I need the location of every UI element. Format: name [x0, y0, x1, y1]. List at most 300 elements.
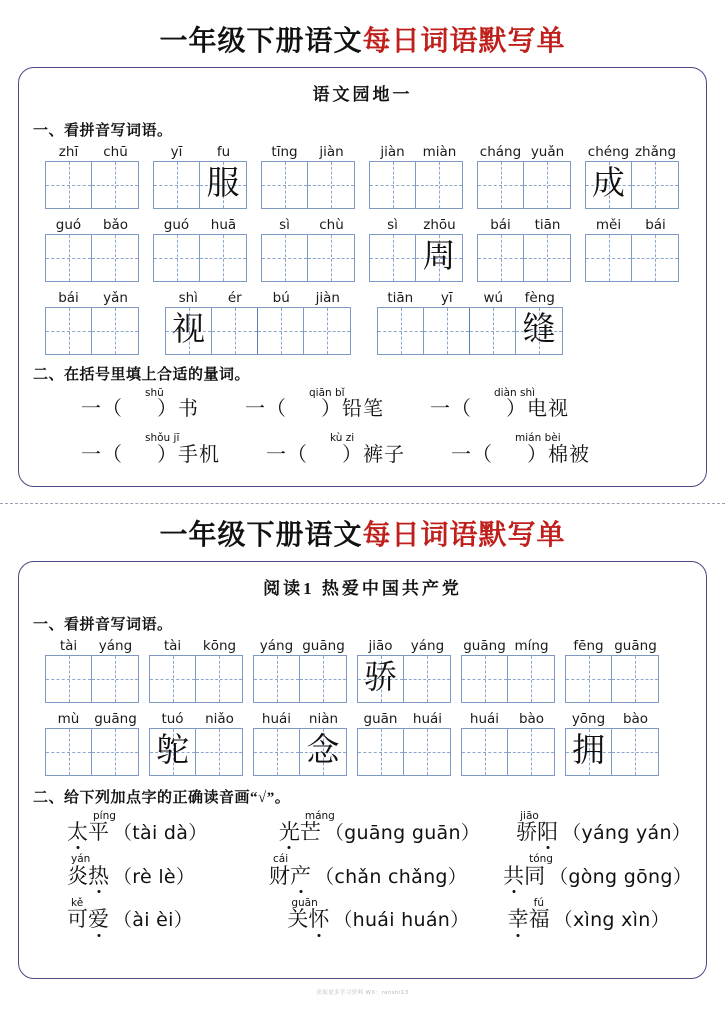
plain-character: 平 [88, 820, 109, 845]
character-cell-empty[interactable] [424, 308, 470, 354]
pronunciation-choice-word [279, 821, 480, 844]
character-cell-empty[interactable] [308, 235, 354, 281]
pinyin-line [253, 638, 347, 655]
dotted-character: 太 [67, 820, 88, 845]
character-grid [461, 655, 555, 703]
measure-word-pinyin: diàn shì [494, 386, 536, 399]
pinyin-syllable: yī [440, 289, 453, 306]
plain-character: 炎 [67, 863, 88, 888]
pinyin-syllable: yáng [98, 638, 133, 654]
word-group [153, 144, 247, 209]
dotted-character: 怀 [308, 907, 330, 932]
pinyin-line [565, 711, 659, 728]
measure-word-area [33, 388, 692, 467]
sheet-title-black-1: 一年级下册语文 [159, 26, 363, 57]
pinyin-syllable: tuó [161, 710, 184, 727]
measure-word-noun: 电视 [527, 398, 569, 421]
pinyin-syllable: miàn [422, 144, 457, 160]
character-cell-empty[interactable] [254, 656, 300, 702]
character-cell-filled[interactable] [358, 656, 404, 702]
word-group [149, 711, 243, 776]
pronunciation-choice-item[interactable] [279, 811, 480, 845]
pinyin-syllable: fēng [573, 638, 604, 654]
measure-word-prefix: 一（ [430, 398, 472, 421]
pinyin-line [477, 217, 571, 234]
measure-word-noun: 铅笔 [342, 398, 384, 421]
character-cell-empty[interactable] [586, 235, 632, 281]
measure-word-text [266, 444, 405, 467]
worksheet-page-1 [0, 0, 725, 487]
pinyin-line [261, 144, 355, 161]
pronunciation-choice-item[interactable] [67, 898, 251, 932]
character-grid [357, 655, 451, 703]
character-cell-empty[interactable] [92, 162, 138, 208]
character-grid [585, 234, 679, 282]
measure-word-prefix: 一（ [451, 443, 493, 466]
measure-word-item[interactable] [430, 388, 569, 422]
measure-word-pinyin: mián bèi [515, 432, 561, 445]
pinyin-syllable: mù [57, 710, 80, 727]
character-grid [477, 234, 571, 282]
pronunciation-choice-item[interactable] [287, 898, 471, 932]
pinyin-line [45, 638, 139, 655]
pronunciation-options[interactable]: （guāng guān） [324, 822, 481, 845]
pinyin-syllable: měi [595, 216, 622, 233]
character-cell-empty[interactable] [46, 656, 92, 702]
character-cell-empty[interactable] [462, 729, 508, 775]
pinyin-line [153, 217, 247, 234]
character-cell-empty[interactable] [416, 162, 462, 208]
annotation-pinyin: fú [533, 896, 545, 909]
word-group [149, 638, 243, 703]
word-group [261, 217, 355, 282]
character-grid [261, 234, 355, 282]
pinyin-grid-row [33, 144, 692, 209]
pronunciation-options[interactable]: （gòng gōng） [549, 865, 692, 888]
word-group [153, 217, 247, 282]
character-grid [585, 161, 679, 209]
annotation-pinyin: tóng [529, 853, 553, 866]
character-cell-empty[interactable] [258, 308, 304, 354]
character-grid [153, 161, 247, 209]
question-1-label-page2: 一、看拼音写词语。 [33, 617, 173, 633]
pinyin-line [45, 217, 139, 234]
character-grid [261, 161, 355, 209]
pinyin-syllable: bái [58, 289, 79, 306]
pinyin-syllable: yī [170, 144, 183, 160]
word-group [45, 144, 139, 209]
character-cell-empty[interactable] [478, 162, 524, 208]
pinyin-syllable: niàn [308, 710, 339, 727]
character-cell-empty[interactable] [378, 308, 424, 354]
measure-word-pinyin: kù zi [330, 432, 355, 445]
measure-word-suffix: ） [342, 443, 363, 466]
pronunciation-choice-item[interactable] [503, 854, 692, 888]
pinyin-syllable: niǎo [205, 710, 234, 727]
pinyin-syllable: jiāo [368, 638, 393, 654]
card-title-2: 阅读1 热爱中国共产党 [263, 579, 462, 598]
pinyin-syllable: bú [272, 289, 290, 306]
word-group [461, 711, 555, 776]
printed-character: 骄 [364, 660, 397, 697]
word-group [45, 290, 139, 355]
character-cell-empty[interactable] [254, 729, 300, 775]
pinyin-syllable: chù [319, 216, 344, 233]
pinyin-syllable: tiān [534, 216, 561, 233]
character-grid [369, 234, 463, 282]
character-grid [357, 728, 451, 776]
character-cell-empty[interactable] [462, 656, 508, 702]
measure-word-prefix: 一（ [245, 398, 287, 421]
word-group [253, 711, 347, 776]
pinyin-syllable: huái [469, 710, 500, 727]
pinyin-grid-row [33, 217, 692, 282]
pinyin-line [253, 711, 347, 728]
character-grid [45, 234, 139, 282]
pinyin-line [45, 290, 139, 307]
character-grid [377, 307, 563, 355]
measure-word-text [81, 398, 199, 421]
pronunciation-choice-row [33, 811, 692, 845]
dotted-character: 共 [503, 863, 525, 888]
pronunciation-choice-item[interactable] [516, 811, 692, 845]
pinyin-syllable: guāng [302, 638, 345, 654]
pronunciation-choice-item[interactable] [508, 898, 692, 932]
dotted-character: 幸 [507, 907, 529, 932]
pinyin-line [461, 711, 555, 728]
pinyin-line [45, 711, 139, 728]
measure-word-suffix: ） [157, 398, 178, 421]
pinyin-line [149, 638, 243, 655]
pronunciation-choice-item[interactable] [67, 854, 233, 888]
pinyin-line [585, 217, 679, 234]
character-cell-filled[interactable] [166, 308, 212, 354]
question-2-label-page2: 二、给下列加点字的正确读音画“√”。 [33, 789, 291, 806]
pinyin-syllable: jiàn [380, 144, 405, 160]
pinyin-syllable: wú [483, 289, 504, 306]
pinyin-syllable: tài [163, 638, 182, 654]
measure-word-prefix: 一（ [81, 443, 123, 466]
character-cell-empty[interactable] [212, 308, 258, 354]
word-group [45, 711, 139, 776]
character-cell-filled[interactable] [416, 235, 462, 281]
printed-character: 念 [306, 733, 340, 770]
dotted-character: 光 [278, 820, 300, 845]
measure-word-suffix: ） [157, 443, 178, 466]
word-group [369, 144, 463, 209]
character-cell-empty[interactable] [632, 235, 678, 281]
dotted-character: 爱 [88, 907, 109, 932]
measure-word-item[interactable] [81, 388, 199, 422]
pinyin-line [565, 638, 659, 655]
sheet-title-2 [0, 522, 725, 550]
pinyin-syllable: huā [210, 216, 237, 233]
pinyin-syllable: bào [622, 710, 649, 727]
pronunciation-choice-area [33, 811, 692, 932]
pinyin-syllable: guāng [463, 638, 506, 654]
pronunciation-options[interactable]: （xìng xìn） [553, 909, 670, 932]
character-cell-empty[interactable] [92, 656, 138, 702]
word-group [369, 217, 463, 282]
pinyin-syllable: kōng [202, 638, 237, 654]
character-grid [253, 728, 347, 776]
pinyin-syllable: yǎn [103, 289, 128, 306]
character-cell-empty[interactable] [612, 729, 658, 775]
character-cell-empty[interactable] [262, 235, 308, 281]
word-group [477, 144, 571, 209]
pinyin-syllable: bái [645, 216, 666, 233]
measure-word-pinyin: shū [145, 386, 164, 399]
word-group [585, 217, 679, 282]
character-cell-empty[interactable] [200, 235, 246, 281]
pinyin-syllable: guó [163, 216, 190, 233]
footer-watermark: 获取更多学习资料 WX：renshi13 [316, 990, 409, 996]
word-group [377, 290, 563, 355]
character-cell-empty[interactable] [470, 308, 516, 354]
measure-word-noun: 书 [178, 398, 199, 421]
word-group [357, 638, 451, 703]
pinyin-syllable: huái [412, 710, 443, 727]
character-cell-empty[interactable] [154, 162, 200, 208]
worksheet-page-2 [0, 504, 725, 996]
word-group [45, 638, 139, 703]
pinyin-line [153, 144, 247, 161]
character-grid [253, 655, 347, 703]
dotted-character: 产 [290, 863, 312, 888]
character-grid [565, 655, 659, 703]
character-grid [45, 307, 139, 355]
pinyin-line [261, 217, 355, 234]
character-grid [369, 161, 463, 209]
character-cell-empty[interactable] [508, 729, 554, 775]
dotted-character: 热 [88, 863, 109, 888]
character-cell-filled[interactable] [300, 729, 346, 775]
annotation-pinyin: yán [71, 853, 91, 866]
printed-character: 服 [206, 166, 240, 203]
measure-word-noun: 手机 [178, 443, 220, 466]
character-cell-empty[interactable] [92, 308, 138, 354]
character-cell-empty[interactable] [612, 656, 658, 702]
pinyin-syllable: shì [178, 289, 198, 306]
pinyin-syllable: sì [387, 216, 398, 233]
character-cell-empty[interactable] [524, 235, 570, 281]
plain-character: 芒 [299, 820, 321, 845]
character-cell-filled[interactable] [586, 162, 632, 208]
pronunciation-choice-word [508, 908, 692, 931]
character-cell-empty[interactable] [46, 235, 92, 281]
pronunciation-options[interactable]: （yáng yán） [562, 822, 692, 845]
pinyin-syllable: zhǎng [634, 144, 677, 160]
pinyin-line [149, 711, 243, 728]
pinyin-syllable: ér [227, 289, 242, 306]
character-cell-empty[interactable] [524, 162, 570, 208]
pronunciation-choice-word [503, 865, 692, 888]
character-cell-empty[interactable] [566, 656, 612, 702]
printed-character: 鸵 [156, 733, 189, 770]
word-group [357, 711, 451, 776]
pronunciation-choice-row [33, 854, 692, 888]
character-cell-empty[interactable] [478, 235, 524, 281]
pinyin-line [477, 144, 571, 161]
pronunciation-options[interactable]: （rè lè） [113, 865, 196, 888]
character-cell-empty[interactable] [154, 235, 200, 281]
character-cell-empty[interactable] [358, 729, 404, 775]
measure-word-suffix: ） [506, 398, 527, 421]
pinyin-line [165, 290, 351, 307]
character-grid [153, 234, 247, 282]
measure-word-row [33, 388, 692, 422]
measure-word-item[interactable] [266, 433, 405, 467]
measure-word-text [245, 398, 384, 421]
character-cell-empty[interactable] [46, 308, 92, 354]
character-cell-empty[interactable] [300, 656, 346, 702]
pronunciation-choice-item[interactable] [67, 811, 243, 845]
character-cell-empty[interactable] [92, 235, 138, 281]
pronunciation-options[interactable]: （tài dà） [113, 822, 208, 845]
question-1-label-page1: 一、看拼音写词语。 [33, 123, 173, 139]
pinyin-syllable: chéng [587, 144, 630, 160]
pinyin-syllable: zhī [58, 144, 79, 160]
pinyin-line [461, 638, 555, 655]
character-cell-empty[interactable] [262, 162, 308, 208]
annotation-pinyin: cái [273, 853, 289, 866]
pronunciation-options[interactable]: （ài èi） [113, 909, 194, 932]
printed-character: 成 [592, 166, 625, 203]
pinyin-syllable: cháng [479, 144, 522, 160]
measure-word-row [33, 433, 692, 467]
pinyin-syllable: fèng [524, 289, 555, 306]
measure-word-noun: 裤子 [363, 443, 405, 466]
measure-word-item[interactable] [81, 433, 220, 467]
character-cell-empty[interactable] [150, 656, 196, 702]
plain-character: 关 [287, 907, 309, 932]
word-group [253, 638, 347, 703]
pinyin-syllable: sì [279, 216, 290, 233]
measure-word-text [430, 398, 569, 421]
character-cell-empty[interactable] [508, 656, 554, 702]
pinyin-grid-area-page2 [33, 638, 692, 776]
pinyin-syllable: bào [518, 710, 545, 727]
question-2-label-page1: 二、在括号里填上合适的量词。 [33, 366, 251, 383]
pronunciation-choice-item[interactable] [269, 854, 467, 888]
pinyin-line [357, 638, 451, 655]
pinyin-grid-row [33, 638, 692, 703]
character-cell-empty[interactable] [404, 656, 450, 702]
character-cell-filled[interactable] [566, 729, 612, 775]
plain-character: 骄 [516, 820, 538, 845]
pinyin-syllable: tiān [387, 289, 414, 306]
plain-character: 同 [524, 863, 546, 888]
pinyin-syllable: jiàn [319, 144, 344, 160]
word-group [165, 290, 351, 355]
character-cell-empty[interactable] [404, 729, 450, 775]
sheet-title-1 [0, 28, 725, 56]
pronunciation-options[interactable]: （huái huán） [333, 909, 470, 932]
character-grid [565, 728, 659, 776]
pinyin-syllable: fu [216, 144, 231, 160]
character-cell-empty[interactable] [304, 308, 350, 354]
word-group [45, 217, 139, 282]
annotation-pinyin: kě [71, 896, 84, 909]
pinyin-grid-area-page1 [33, 144, 692, 355]
pinyin-syllable: tài [59, 638, 78, 654]
pronunciation-choice-word [67, 821, 243, 844]
character-cell-empty[interactable] [308, 162, 354, 208]
pinyin-grid-row [33, 711, 692, 776]
pinyin-syllable: chū [103, 144, 128, 160]
measure-word-item[interactable] [245, 388, 384, 422]
pinyin-line [357, 711, 451, 728]
pronunciation-choice-word [269, 865, 467, 888]
character-grid [165, 307, 351, 355]
annotation-pinyin: guān [291, 896, 318, 909]
character-cell-empty[interactable] [92, 729, 138, 775]
sheet-title-black-2: 一年级下册语文 [159, 520, 363, 551]
exercise-card-1 [18, 67, 707, 487]
pinyin-grid-row [33, 290, 692, 355]
pinyin-line [45, 144, 139, 161]
exercise-card-2 [18, 561, 707, 979]
pinyin-line [369, 217, 463, 234]
character-grid [149, 655, 243, 703]
pinyin-line [585, 144, 679, 161]
pinyin-syllable: guó [55, 216, 82, 233]
pronunciation-choice-word [287, 908, 471, 931]
measure-word-text [451, 444, 590, 467]
plain-character: 福 [528, 907, 550, 932]
pinyin-syllable: huái [261, 710, 292, 727]
character-grid [461, 728, 555, 776]
character-cell-empty[interactable] [196, 729, 242, 775]
pinyin-syllable: yuǎn [530, 144, 565, 160]
measure-word-pinyin: qiān bǐ [309, 386, 345, 399]
printed-character: 视 [172, 312, 205, 349]
word-group [261, 144, 355, 209]
measure-word-suffix: ） [527, 443, 548, 466]
character-cell-empty[interactable] [196, 656, 242, 702]
pinyin-syllable: yáng [259, 638, 294, 654]
measure-word-text [81, 444, 220, 467]
character-cell-empty[interactable] [370, 162, 416, 208]
pinyin-syllable: zhōu [423, 216, 456, 233]
character-cell-empty[interactable] [46, 162, 92, 208]
measure-word-prefix: 一（ [266, 443, 308, 466]
pinyin-syllable: tīng [271, 144, 298, 160]
pinyin-syllable: guān [363, 710, 398, 727]
pinyin-syllable: guāng [94, 710, 137, 727]
pronunciation-choice-word [516, 821, 692, 844]
character-cell-empty[interactable] [46, 729, 92, 775]
character-cell-filled[interactable] [150, 729, 196, 775]
pinyin-syllable: míng [514, 638, 549, 654]
character-cell-filled[interactable] [200, 162, 246, 208]
pronunciation-choice-word [67, 865, 233, 888]
measure-word-item[interactable] [451, 433, 590, 467]
word-group [565, 711, 659, 776]
pinyin-syllable: bái [490, 216, 511, 233]
word-group [477, 217, 571, 282]
pinyin-syllable: bǎo [102, 216, 129, 233]
pronunciation-choice-row [33, 898, 692, 932]
sheet-title-red-2: 每日词语默写单 [362, 520, 566, 551]
printed-character: 周 [422, 239, 456, 276]
pinyin-syllable: yáng [410, 638, 445, 654]
character-cell-empty[interactable] [632, 162, 678, 208]
character-cell-empty[interactable] [370, 235, 416, 281]
pronunciation-options[interactable]: （chǎn chǎng） [315, 865, 468, 888]
character-cell-filled[interactable] [516, 308, 562, 354]
plain-character: 可 [67, 907, 88, 932]
